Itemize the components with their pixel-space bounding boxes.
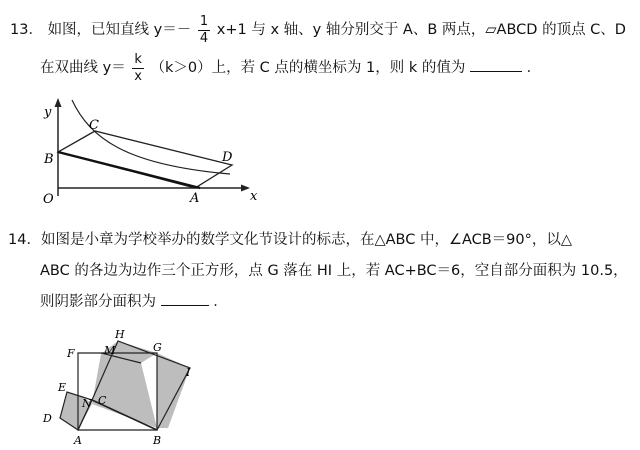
label-b: B: [153, 434, 162, 447]
label-c: C: [98, 394, 107, 407]
label-a: A: [74, 434, 82, 447]
label-f: F: [67, 347, 75, 360]
label-y: y: [44, 105, 52, 120]
q14-line3-text: 则阴影部分面积为: [40, 294, 156, 310]
shaded-region-center: [92, 354, 157, 428]
label-d: D: [43, 412, 52, 425]
label-c: C: [89, 118, 99, 133]
q13-frac1-num: 1: [199, 13, 209, 29]
q13-line1-a: 如图，已知直线 y＝－: [47, 22, 192, 38]
q13-line2-end: ．: [526, 60, 542, 76]
label-b: B: [44, 152, 54, 167]
label-o: O: [43, 192, 54, 207]
q13-frac2-den: x: [134, 68, 142, 84]
label-x: x: [250, 189, 258, 204]
q13-frac1-den: 4: [199, 30, 209, 46]
shaded-region-right-triangle: [157, 353, 190, 428]
label-e: E: [58, 381, 67, 394]
label-i: I: [186, 366, 191, 379]
q14-line2: ABC 的各边为边作三个正方形，点 G 落在 HI 上，若 AC+BC＝6，空自部分面积为 10.5，: [40, 263, 628, 279]
q13-line2-b: （k＞0）上，若 C 点的横坐标为 1，则 k 的值为: [150, 60, 466, 76]
q13-frac2-num: k: [134, 51, 142, 67]
label-a: A: [190, 191, 200, 206]
label-d: D: [222, 150, 233, 165]
q14-line3-end: ．: [213, 294, 228, 310]
q13-number: 13．: [10, 22, 43, 38]
q13-line2-a: 在双曲线 y＝: [40, 60, 126, 76]
label-h: H: [115, 328, 125, 341]
label-n: N: [82, 397, 92, 410]
q14-line1: 14．如图是小章为学校举办的数学文化节设计的标志，在△ABC 中，∠ACB＝90°，以△: [8, 232, 573, 248]
label-g: G: [153, 341, 162, 354]
label-m: M: [104, 344, 116, 357]
q13-line1-b: x+1 与 x 轴、y 轴分别交于 A、B 两点，▱ABCD 的顶点 C、D: [216, 22, 626, 38]
